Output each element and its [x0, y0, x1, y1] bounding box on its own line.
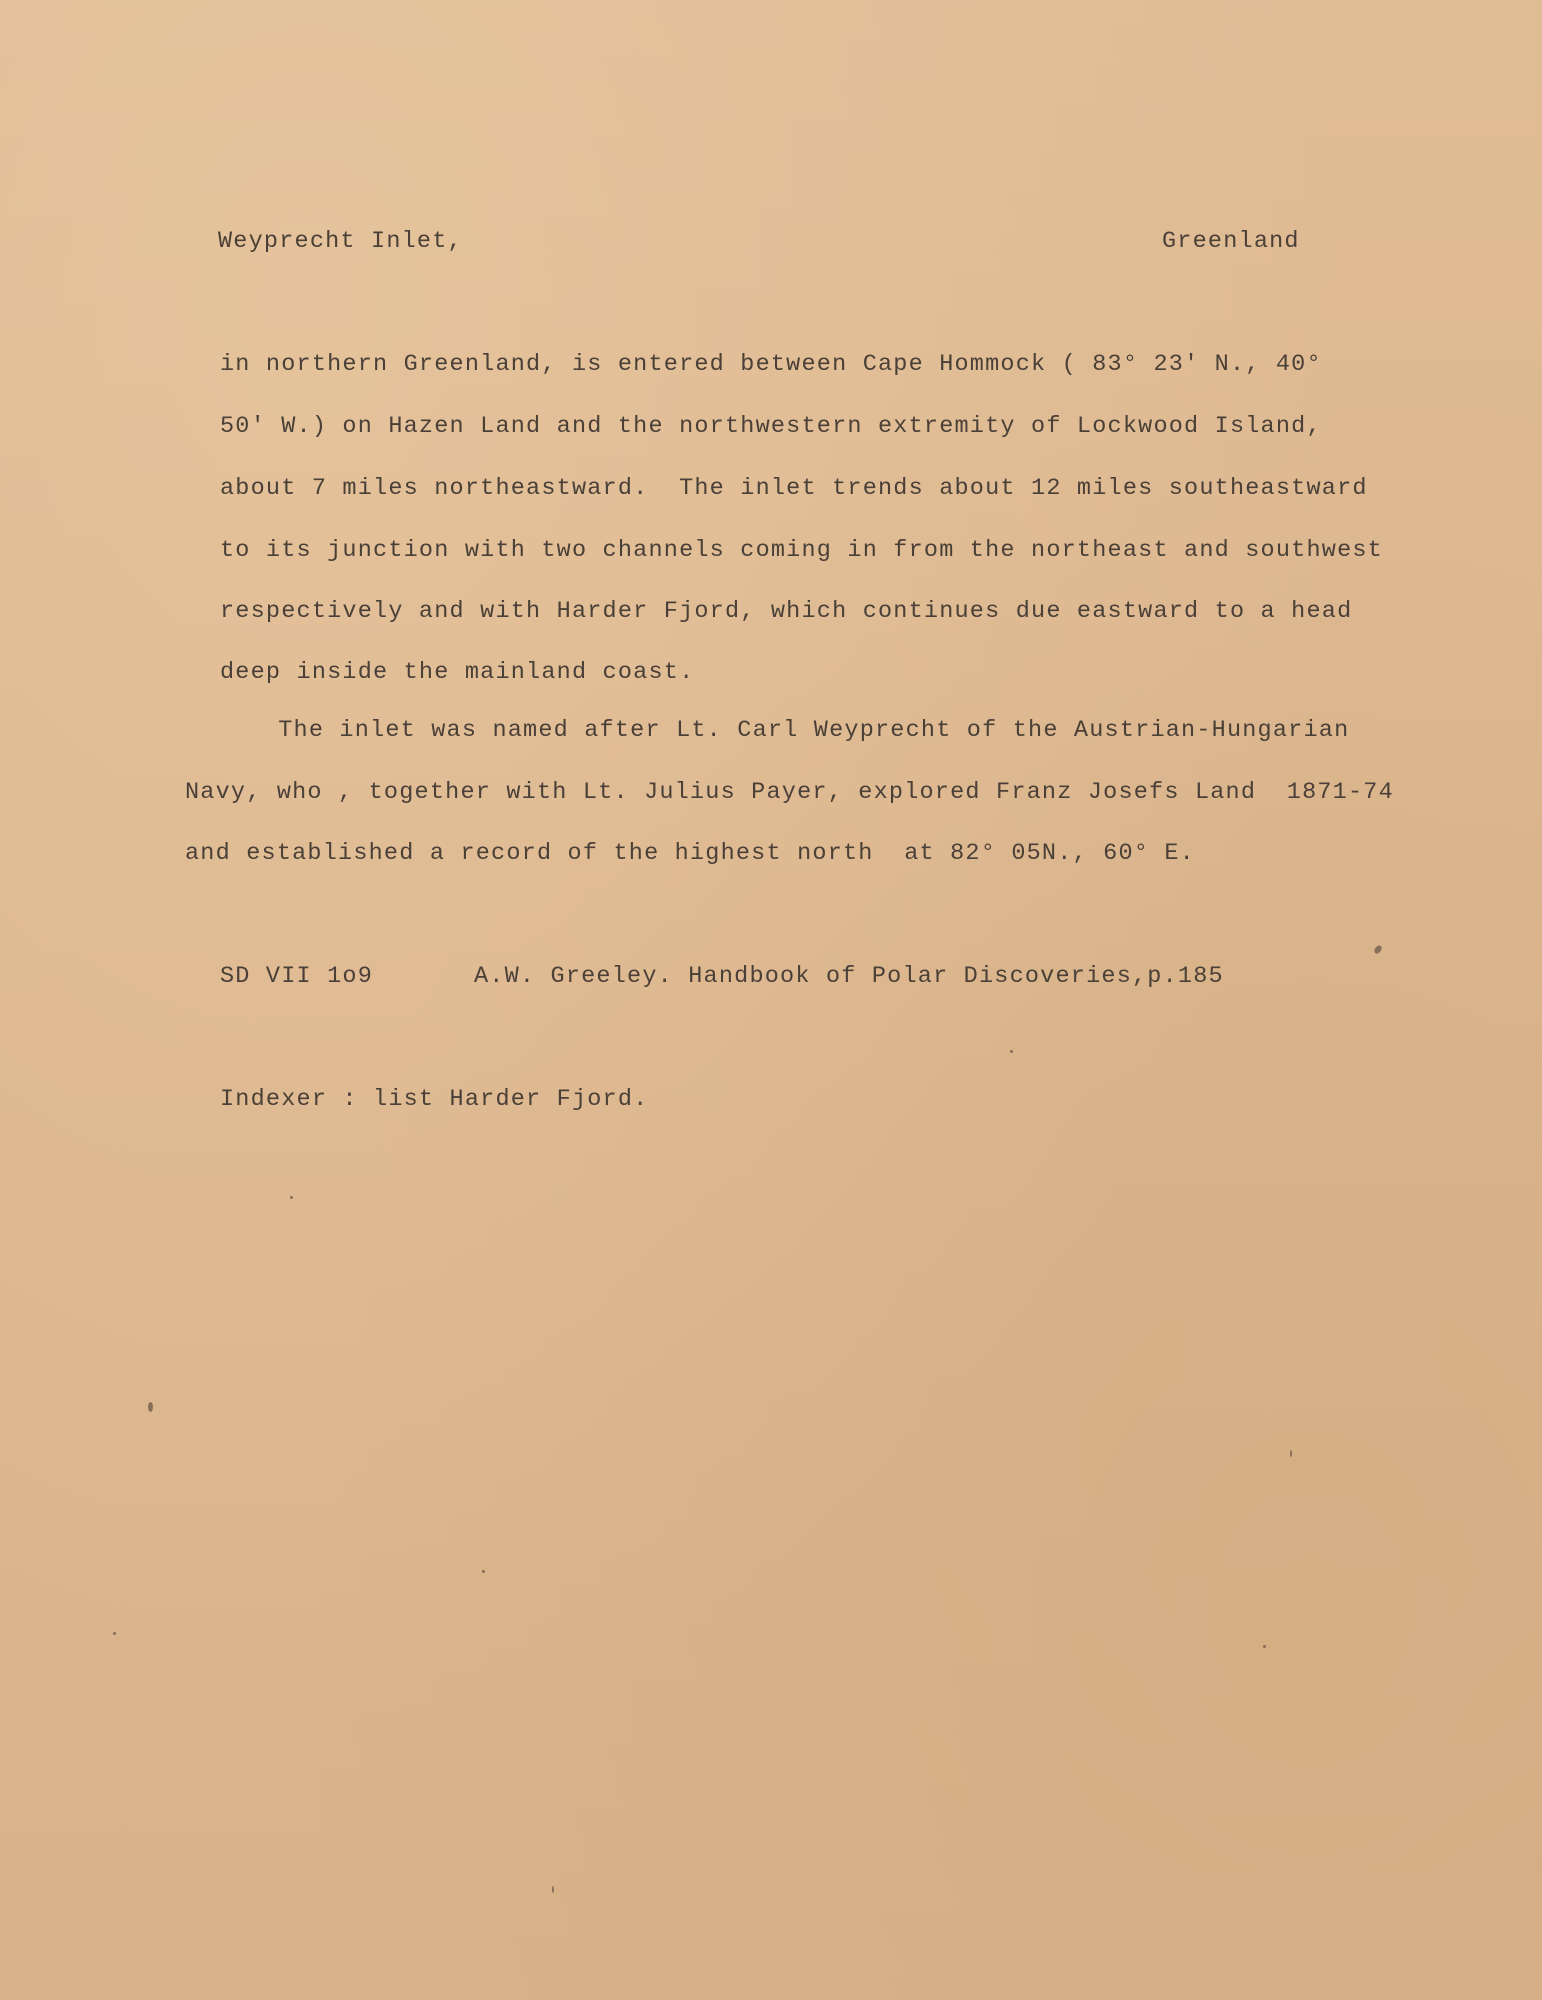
entry-region: Greenland	[1162, 228, 1300, 255]
paper-speck	[1290, 1450, 1292, 1457]
paper-speck	[290, 1196, 293, 1199]
entry-title: Weyprecht Inlet,	[218, 228, 463, 255]
paper-speck	[552, 1886, 554, 1893]
paragraph-line: 50' W.) on Hazen Land and the northwestern extremity of Lockwood Island,	[220, 413, 1322, 440]
paragraph-line: and established a record of the highest north at 82° 05N., 60° E.	[185, 840, 1195, 867]
paper-speck	[1263, 1645, 1266, 1648]
paper-speck	[1373, 944, 1383, 955]
paragraph-line: in northern Greenland, is entered between Cape Hommock ( 83° 23' N., 40°	[220, 351, 1322, 378]
paper-speck	[148, 1402, 153, 1412]
paragraph-line: to its junction with two channels coming in from the northeast and southwest	[220, 537, 1383, 564]
paragraph-line: deep inside the mainland coast.	[220, 659, 695, 686]
paper-speck	[113, 1632, 116, 1635]
paragraph-line: Navy, who , together with Lt. Julius Payer, explored Franz Josefs Land 1871-74	[185, 779, 1394, 806]
paragraph-line: respectively and with Harder Fjord, which continues due eastward to a head	[220, 598, 1353, 625]
citation-source: A.W. Greeley. Handbook of Polar Discoveries,p.185	[474, 963, 1224, 990]
paper-speck	[482, 1570, 485, 1573]
paragraph-line: The inlet was named after Lt. Carl Weyprecht of the Austrian-Hungarian	[217, 717, 1350, 744]
citation-reference: SD VII 1o9	[220, 963, 374, 990]
indexer-note: Indexer : list Harder Fjord.	[220, 1086, 649, 1113]
paper-speck	[1010, 1050, 1013, 1053]
paragraph-line: about 7 miles northeastward. The inlet trends about 12 miles southeastward	[220, 475, 1368, 502]
